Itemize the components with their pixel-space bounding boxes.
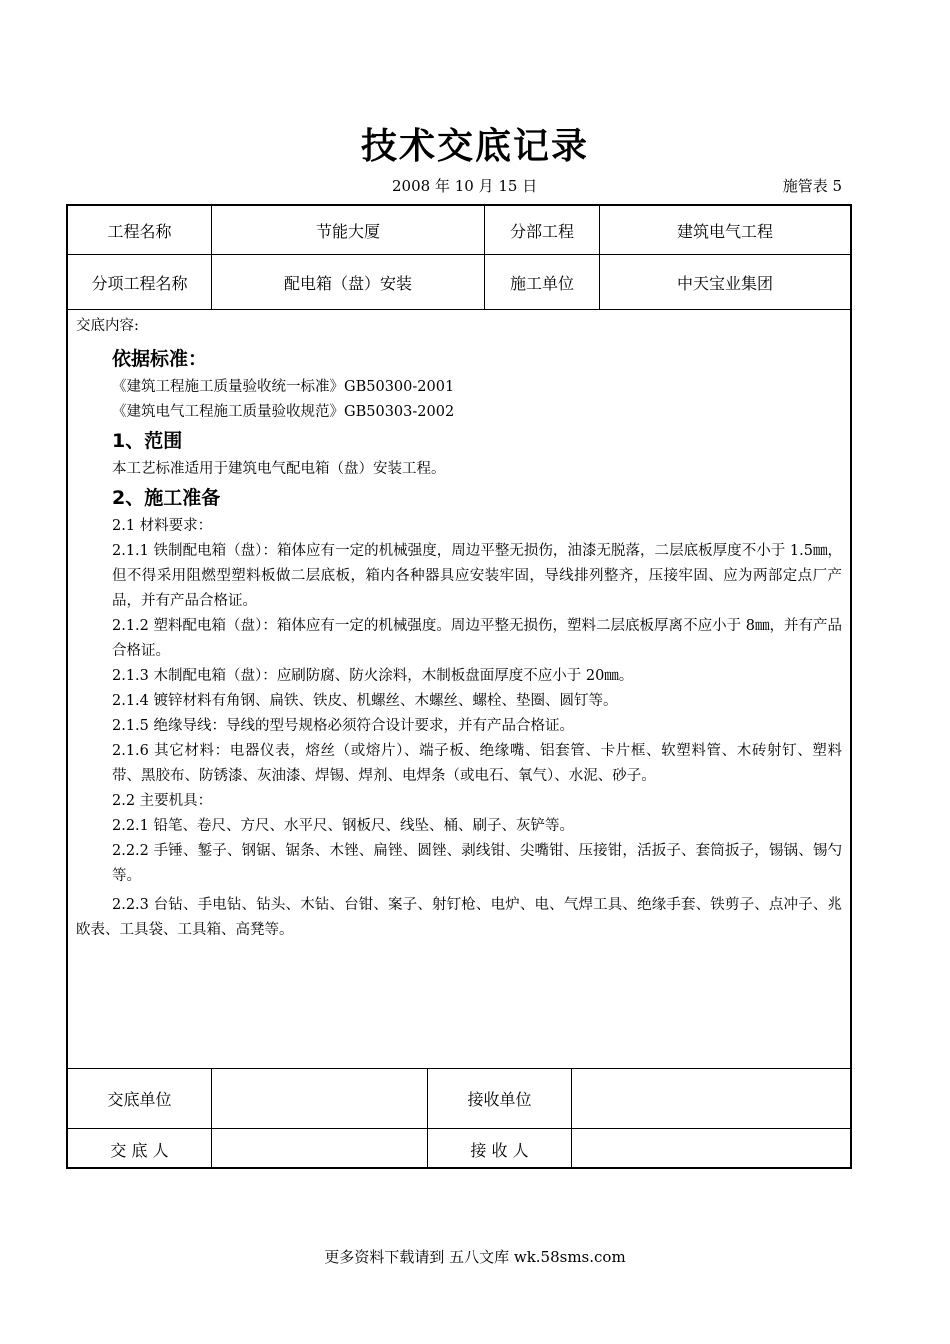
content-item: 2.2.2 手锤、錾子、钢锯、锯条、木锉、扁锉、圆锉、剥线钳、尖嘴钳、压接钳，活扳子、套筒扳子，锡锅、锡勺等。 <box>112 843 842 884</box>
basis-heading: 依据标准： <box>112 348 208 370</box>
receiver-person-field[interactable] <box>572 1129 850 1169</box>
reference-standard: 《建筑工程施工质量验收统一标准》GB50300-2001 <box>112 379 455 395</box>
record-table <box>66 204 852 1169</box>
receiver-person-label: 接 收 人 <box>470 1140 529 1160</box>
receiver-unit-field[interactable] <box>572 1069 850 1128</box>
content-item: 2.1.4 镀锌材料有角钢、扁铁、铁皮、机螺丝、木螺丝、螺栓、垫圈、圆钉等。 <box>112 693 618 709</box>
page-title: 技术交底记录 <box>360 126 589 167</box>
content-item: 2.1.6 其它材料：电器仪表，熔丝（或熔片）、端子板、绝缘嘴、铝套管、卡片框、软塑料管、木砖射钉、塑料带、黑胶布、防锈漆、灰油漆、焊锡、焊剂、电焊条（或电石、氧气）、水泥、砂子。 <box>112 743 842 784</box>
content-item: 2.1.5 绝缘导线：导线的型号规格必须符合设计要求，并有产品合格证。 <box>112 718 575 734</box>
scope-text: 本工艺标准适用于建筑电气配电箱（盘）安装工程。 <box>112 461 446 477</box>
project-name-label: 工程名称 <box>107 221 172 241</box>
scope-heading: 1、范围 <box>112 430 183 452</box>
division-label: 分部工程 <box>509 221 574 241</box>
receiver-unit-label: 接收单位 <box>467 1090 532 1109</box>
row-divider <box>68 309 850 310</box>
preparation-heading: 2、施工准备 <box>112 487 221 509</box>
record-date: 2008 年 10 月 15 日 <box>392 177 538 195</box>
content-item: 2.2.3 台钻、手电钻、钻头、木钻、台钳、案子、射钉枪、电炉、电、气焊工具、绝缘手套、铁剪子、点冲子、兆欧表、工具袋、工具箱、高凳等。 <box>76 897 842 938</box>
contractor-label: 施工单位 <box>509 273 574 293</box>
form-number: 施管表 5 <box>782 177 842 195</box>
disclosure-content <box>76 314 842 943</box>
reference-standard: 《建筑电气工程施工质量验收规范》GB50303-2002 <box>112 404 455 420</box>
giver-unit-label: 交底单位 <box>107 1090 172 1109</box>
content-item: 2.1.3 木制配电箱（盘）：应刷防腐、防火涂料，木制板盘面厚度不应小于 20㎜。 <box>112 668 634 684</box>
contractor-value: 中天宝业集团 <box>676 273 773 293</box>
content-item: 2.2 主要机具： <box>112 793 213 809</box>
giver-person-label: 交 底 人 <box>110 1140 169 1160</box>
footer-link-text[interactable]: 更多资料下载请到 五八文库 wk.58sms.com <box>324 1248 626 1266</box>
giver-unit-field[interactable] <box>212 1069 427 1128</box>
giver-person-field[interactable] <box>212 1129 427 1169</box>
content-label: 交底内容: <box>76 318 139 334</box>
content-item: 2.1.1 铁制配电箱（盘）：箱体应有一定的机械强度，周边平整无损伤，油漆无脱落，二层底板厚度不小于 1.5㎜，但不得采用阻燃型塑料板做二层底板，箱内各种器具应安装牢固，导线排列整齐，压接牢固、应为两部定点厂产品，并有产品合格证。 <box>112 543 842 609</box>
content-item: 2.1 材料要求： <box>112 518 213 534</box>
division-value: 建筑电气工程 <box>676 221 773 241</box>
subitem-label: 分项工程名称 <box>91 273 188 293</box>
project-name-value: 节能大厦 <box>315 221 380 241</box>
content-item: 2.1.2 塑料配电箱（盘）：箱体应有一定的机械强度。周边平整无损伤，塑料二层底板厚离不应小于 8㎜，并有产品合格证。 <box>112 618 842 659</box>
subitem-value: 配电箱（盘）安装 <box>283 273 412 293</box>
content-item: 2.2.1 铅笔、卷尺、方尺、水平尺、钢板尺、线坠、桶、刷子、灰铲等。 <box>112 818 575 834</box>
